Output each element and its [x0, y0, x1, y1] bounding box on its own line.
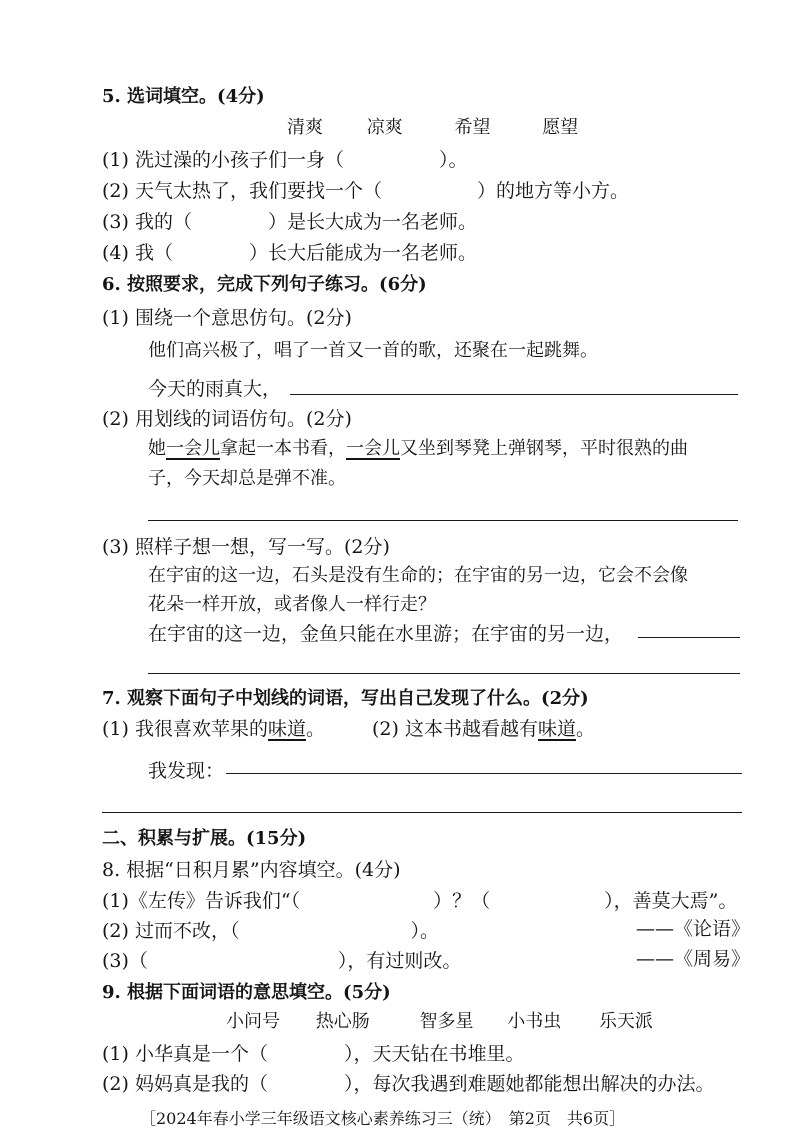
- q6-part1-answer-line[interactable]: [290, 394, 738, 395]
- q9-word-5: 乐天派: [598, 1011, 653, 1032]
- q7-answer-line-1[interactable]: [226, 773, 742, 774]
- q6-part3-example-line2: 花朵一样开放，或者像人一样行走？: [148, 594, 436, 615]
- q7-sentence-2-underlined-word: 味道: [537, 718, 576, 740]
- q8-title: 8. 根据“日积月累”内容填空。(4分): [102, 859, 401, 881]
- q5-word-bank: [287, 113, 578, 139]
- q6-part1-title: (1) 围绕一个意思仿句。(2分): [102, 307, 352, 329]
- q6-part3-title: (3) 照样子想一想，写一写。(2分): [102, 536, 390, 558]
- q6-part2-answer-line[interactable]: [148, 520, 738, 521]
- q6-part2-text-b: 拿起一本书看，: [220, 438, 346, 459]
- q5-word-3: 希望: [454, 117, 491, 138]
- q7-title: 7. 观察下面句子中划线的词语，写出自己发现了什么。(2分): [102, 688, 589, 709]
- q6-part1-example: 他们高兴极了，唱了一首又一首的歌，还聚在一起跳舞。: [148, 340, 598, 361]
- q5-item-4: (4) 我（ ）长大后能成为一名老师。: [102, 242, 477, 264]
- q5-word-4: 愿望: [542, 117, 579, 138]
- section2-title: 二、积累与扩展。(15分): [102, 828, 307, 849]
- q6-part3-answer-line-1[interactable]: [638, 637, 740, 638]
- q6-part3-prompt: 在宇宙的这一边，金鱼只能在水里游；在宇宙的另一边，: [148, 623, 624, 645]
- q9-word-bank: [226, 1007, 653, 1033]
- q7-sentence-2: [372, 714, 595, 741]
- q9-title: 9. 根据下面词语的意思填空。(5分): [102, 982, 391, 1003]
- q9-word-4: 小书虫: [507, 1011, 562, 1032]
- q8-line-2: (2) 过而不改，（ ）。: [102, 920, 439, 942]
- q8-line-3-source: ——《周易》: [636, 948, 751, 970]
- q8-line-1: (1)《左传》告诉我们“（ ）？（ ），善莫大焉”。: [102, 890, 738, 912]
- q9-line-2: (2) 妈妈真是我的（ ），每次我遇到难题她都能想出解决的办法。: [102, 1073, 715, 1095]
- q8-line-2-source: ——《论语》: [636, 918, 751, 940]
- q7-sentence-1-end: 。: [305, 718, 325, 740]
- q7-answer-line-2[interactable]: [102, 812, 742, 813]
- q6-part2-sentence-line1: [148, 434, 688, 460]
- q6-part1-prompt: 今天的雨真大，: [148, 378, 282, 400]
- q9-word-1: 小问号: [226, 1011, 280, 1032]
- q6-title: 6. 按照要求，完成下列句子练习。(6分): [102, 274, 427, 295]
- q6-part2-underlined-word-1: 一会儿: [166, 438, 220, 459]
- q8-line-3: (3)（ ），有过则改。: [102, 950, 462, 972]
- q7-sentence-2-text: (2) 这本书越看越有: [372, 718, 538, 740]
- q7-prompt: 我发现：: [148, 760, 225, 782]
- q7-sentence-1-text: (1) 我很喜欢苹果的: [102, 718, 268, 740]
- q5-item-1: (1) 洗过澡的小孩子们一身（ ）。: [102, 149, 468, 171]
- q5-title: 5. 选词填空。(4分): [102, 86, 265, 107]
- q5-word-2: 凉爽: [366, 117, 403, 138]
- q7-sentence-2-end: 。: [575, 718, 595, 740]
- q6-part2-text-a: 她: [148, 438, 166, 459]
- q9-word-3: 智多星: [419, 1011, 474, 1032]
- q6-part2-title: (2) 用划线的词语仿句。(2分): [102, 408, 352, 430]
- q9-word-2: 热心肠: [315, 1011, 370, 1032]
- q7-sentence-1: [102, 714, 325, 741]
- q6-part2-sentence-line2: 子，今天却总是弹不准。: [148, 468, 346, 489]
- q5-word-1: 清爽: [287, 117, 323, 138]
- page-footer: ［2024年春小学三年级语文核心素养练习三（统） 第2页 共6页］: [140, 1109, 626, 1128]
- q7-sentence-1-underlined-word: 味道: [267, 718, 306, 740]
- q6-part2-text-c: 又坐到琴凳上弹钢琴，平时很熟的曲: [400, 438, 688, 459]
- q6-part2-underlined-word-2: 一会儿: [346, 438, 400, 459]
- q6-part3-answer-line-2[interactable]: [148, 673, 740, 674]
- q5-item-3: (3) 我的（ ）是长大成为一名老师。: [102, 211, 477, 233]
- q5-item-2: (2) 天气太热了，我们要找一个（ ）的地方等小方。: [102, 180, 629, 202]
- q9-line-1: (1) 小华真是一个（ ），天天钻在书堆里。: [102, 1043, 525, 1065]
- q6-part3-example-line1: 在宇宙的这一边，石头是没有生命的；在宇宙的另一边，它会不会像: [148, 565, 688, 586]
